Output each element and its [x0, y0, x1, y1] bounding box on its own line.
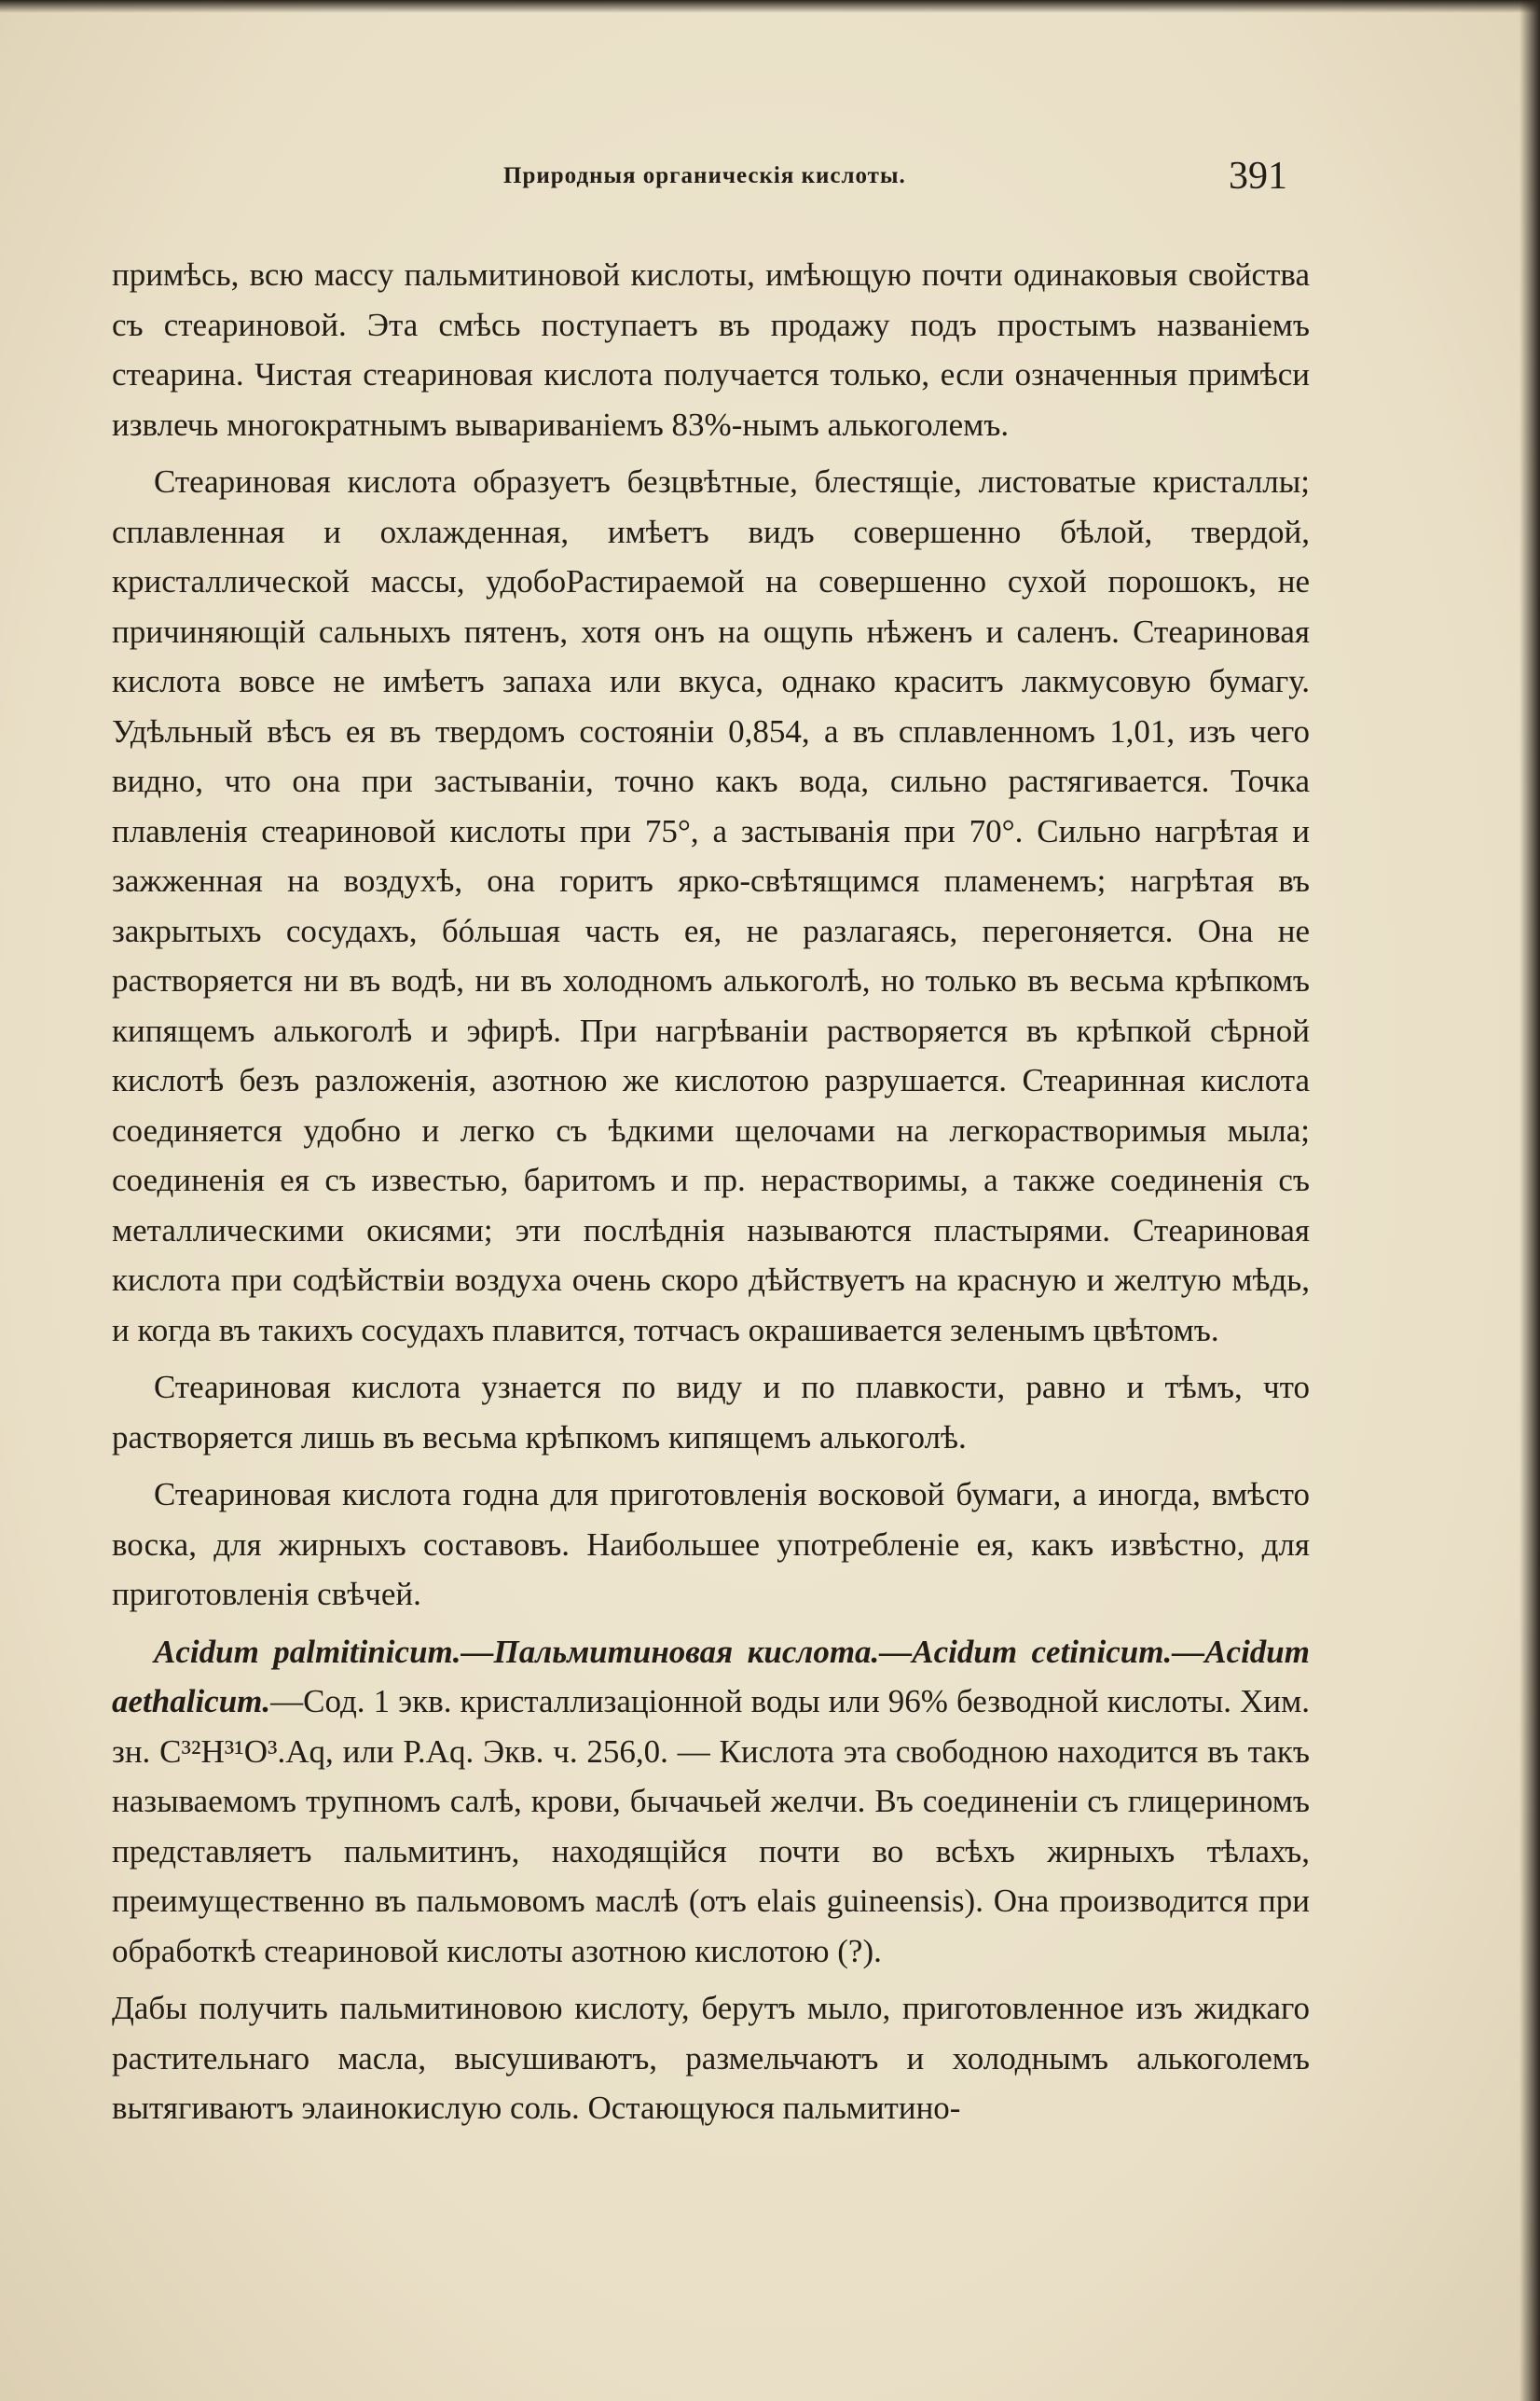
section-heading: Acidum palmitinicum.—Пальмитиновая кислота.—Acidum cetinicum.—Acidum aethalicum.	[112, 1633, 1310, 1719]
paragraph-1: примѣсь, всю массу пальмитиновой кислоты, имѣющую почти одинаковыя свойства съ стеариновой. Эта смѣсь поступаетъ въ продажу подъ простымъ названіемъ стеарина. Чистая стеариновая кислота получается только, если означенныя примѣси извлечь многократнымъ вывариваніемъ 83%-нымъ алькоголемъ.	[112, 256, 1310, 443]
paragraph-6: Дабы получить пальмитиновою кислоту, берутъ мыло, приготовленное изъ жидкаго растительнаго масла, высушиваютъ, размельчаютъ и холоднымъ алькоголемъ вытягиваютъ элаинокислую соль. Остающуюся пальмитино-	[112, 1990, 1310, 2126]
page-number: 391	[1229, 155, 1287, 198]
text-body	[112, 250, 1310, 2141]
paragraph-5-heading	[112, 1627, 1310, 1977]
paragraph-2: Стеариновая кислота образуетъ безцвѣтные, блестящіе, листоватые кристаллы; сплавленная и охлажденная, имѣетъ видъ совершенно бѣлой, твердой, кристаллической массы, удобоРастираемой на совершенно сухой порошокъ, не причиняющій сальныхъ пятенъ, хотя онъ на ощупь нѣженъ и саленъ. Стеариновая кислота вовсе не имѣетъ запаха или вкуса, однако краситъ лакмусовую бумагу. Удѣльный вѣсъ ея въ твердомъ состояніи 0,854, а въ сплавленномъ 1,01, изъ чего видно, что она при застываніи, точно какъ вода, сильно растягивается. Точка плавленія стеариновой кислоты при 75°, а застыванія при 70°. Сильно нагрѣтая и зажженная на воздухѣ, она горитъ ярко-свѣтящимся пламенемъ; нагрѣтая въ закрытыхъ сосудахъ, бóльшая часть ея, не разлагаясь, перегоняется. Она не растворяется ни въ водѣ, ни въ холодномъ алькоголѣ, но только въ весьма крѣпкомъ кипящемъ алькоголѣ и эфирѣ. При нагрѣваніи растворяется въ крѣпкой сѣрной кислотѣ безъ разложенія, азотною же кислотою разрушается. Стеаринная кислота соединяется удобно и легко съ ѣдкими щелочами на легкорастворимыя мыла; соединенія ея съ известью, баритомъ и пр. нерастворимы, а также соединенія съ металлическими окисями; эти послѣднія называются пластырями. Стеариновая кислота при содѣйствіи воздуха очень скоро дѣйствуетъ на красную и желтую мѣдь, и когда въ такихъ сосудахъ плавится, тотчасъ окрашивается зеленымъ цвѣтомъ.	[112, 463, 1310, 1348]
section-heading-continuation: —Сод. 1 экв. кристаллизаціонной воды или 96% безводной кислоты. Хим. зн. C³²H³¹O³.Aq, или P.Aq. Экв. ч. 256,0. — Кислота эта свободною находится въ такъ называемомъ трупномъ салѣ, крови, бычачьей желчи. Въ соединеніи съ глицериномъ представляетъ пальмитинъ, находящійся почти во всѣхъ жирныхъ тѣлахъ, преимущественно въ пальмовомъ маслѣ (отъ elais guineensis). Она производится при обработкѣ стеариновой кислоты азотною кислотою (?).	[112, 1683, 1310, 1969]
page-edge-shadow	[0, 0, 1540, 13]
paragraph-3: Стеариновая кислота узнается по виду и по плавкости, равно и тѣмъ, что растворяется лишь въ весьма крѣпкомъ кипящемъ алькоголѣ.	[112, 1369, 1310, 1456]
paragraph-4: Стеариновая кислота годна для приготовленія восковой бумаги, а иногда, вмѣсто воска, для жирныхъ составовъ. Наибольшее употребленіе ея, какъ извѣстно, для приготовленія свѣчей.	[112, 1476, 1310, 1612]
page-edge-shadow-right	[1519, 0, 1540, 2401]
running-header: Природныя органическія кислоты.	[503, 163, 906, 188]
